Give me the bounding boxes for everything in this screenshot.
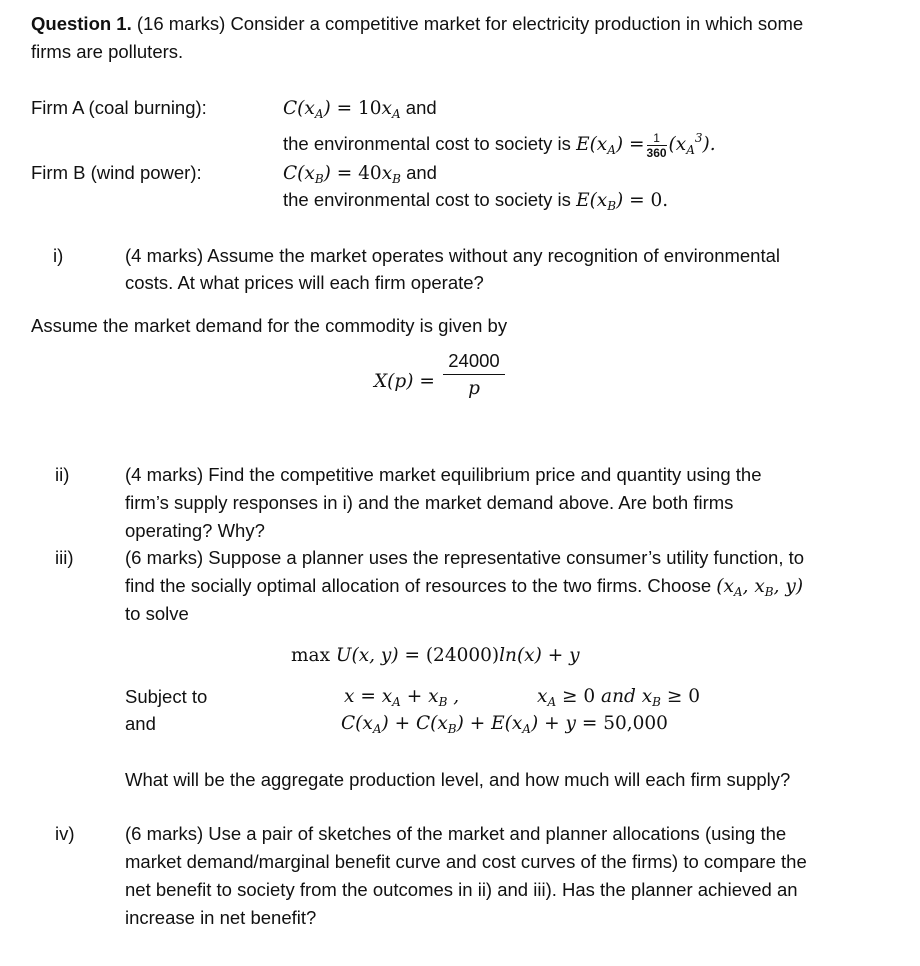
firm-a-env-text: the environmental cost to society is <box>283 133 571 154</box>
part-i-number: i) <box>53 245 64 266</box>
question-heading-line <box>31 10 803 38</box>
firm-a-cost-equation: $C(x_A) = 10x_A$ <box>283 98 401 121</box>
demand-denominator: p <box>468 378 480 399</box>
part-iii-line2-row <box>125 572 803 607</box>
objective-function: max U(x, y) = (24000)ln(x) + y <box>291 645 580 666</box>
firm-b-env-equation: $E(x_B) = 0$. <box>576 190 669 213</box>
firm-b-env-text: the environmental cost to society is <box>283 189 571 210</box>
demand-numerator: 24000 <box>443 348 505 375</box>
part-i-line2: costs. At what prices will each firm operate? <box>125 272 484 293</box>
question-marks: (16 marks) <box>136 13 226 34</box>
part-iii-line3: to solve <box>125 603 189 624</box>
firm-b-cost-equation: $C(x_B) = 40x_B$ <box>283 163 401 186</box>
part-ii-line1: (4 marks) Find the competitive market equilibrium price and quantity using the <box>125 464 762 485</box>
firm-a-label: Firm A (coal burning): <box>31 97 207 118</box>
and-label: and <box>125 713 156 734</box>
constraint-budget: $C(x_A) + C(x_B) + E(x_A) + y = 50,000$ <box>341 713 668 736</box>
demand-text: Assume the market demand for the commodity is given by <box>31 315 508 336</box>
part-iv-line3: net benefit to society from the outcomes in ii) and iii). Has the planner achieved an <box>125 879 798 900</box>
demand-fraction <box>443 348 505 403</box>
constraint-sum: $x = x_A + x_B$ , <box>344 686 460 709</box>
firm-b-and: and <box>406 162 437 183</box>
part-iii-question: What will be the aggregate production level, and how much will each firm supply? <box>125 769 791 790</box>
part-ii-line3: operating? Why? <box>125 520 265 541</box>
question-intro-line1: Consider a competitive market for electricity production in which some <box>230 13 804 34</box>
part-iv-line1: (6 marks) Use a pair of sketches of the market and planner allocations (using the <box>125 823 787 844</box>
part-iv-number: iv) <box>55 823 75 844</box>
firm-a-env-equation: $E(x_A)$ = <box>576 134 645 157</box>
firm-b-label: Firm B (wind power): <box>31 162 202 183</box>
firm-a-env-rhs: $(x_A^3)$. <box>668 131 716 157</box>
firm-a-and: and <box>405 97 437 118</box>
subject-to-label: Subject to <box>125 686 208 707</box>
part-iv-line4: increase in net benefit? <box>125 907 317 928</box>
part-i-line1: (4 marks) Assume the market operates without any recognition of environmental <box>125 245 781 266</box>
part-iii-line1: (6 marks) Suppose a planner uses the representative consumer’s utility function, to <box>125 547 805 568</box>
firm-a-cost-line <box>283 94 437 129</box>
constraint-nonnegativity: $x_A \ge 0$ and $x_B \ge 0$ <box>537 686 701 709</box>
part-ii-number: ii) <box>55 464 70 485</box>
part-ii-line2: firm’s supply responses in i) and the market demand above. Are both firms <box>125 492 734 513</box>
part-iii-line2: find the socially optimal allocation of resources to the two firms. Choose <box>125 575 712 596</box>
part-iii-number: iii) <box>55 547 74 568</box>
question-intro-line2: firms are polluters. <box>31 41 184 62</box>
part-iv-line2: market demand/marginal benefit curve and cost curves of the firms) to compare the <box>125 851 807 872</box>
demand-lhs: X(p) = <box>374 371 435 392</box>
question-number: Question 1. <box>31 13 132 34</box>
firm-a-env-fraction: $\frac{1}{360}$ <box>646 130 667 160</box>
part-iii-choose-vars: ($x_A$, $x_B$, y) <box>716 576 804 599</box>
firm-b-env-line <box>283 186 668 221</box>
